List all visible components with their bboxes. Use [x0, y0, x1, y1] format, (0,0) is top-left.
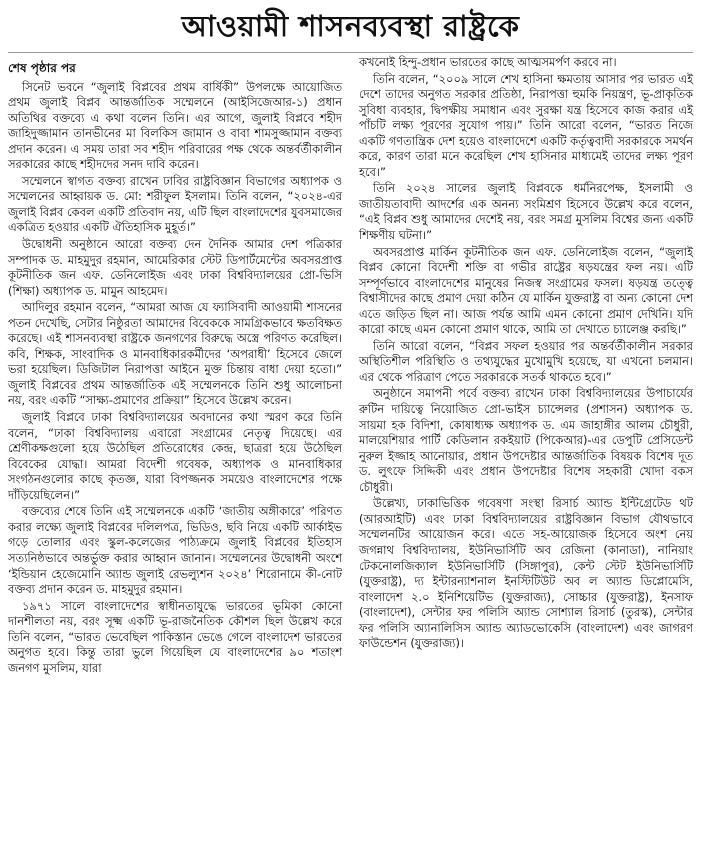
article-headline: আওয়ামী শাসনব্যবস্থা রাষ্ট্রকে	[181, 9, 520, 43]
paragraph: ১৯৭১ সালে বাংলাদেশের স্বাধীনতাযুদ্ধে ভারতের ভূমিকা কোনো দানশীলতা নয়, বরং সূক্ষ্ম একটি ভূ-রাজনৈতিক কৌশল ছিল উল্লেখ করে তিনি বলেন, “ভারত ভেবেছিল পাকিস্তান ভেঙে গেলে বাংলাদেশ ভারতের অনুগত হবে। কিন্তু তারা ভুলে গিয়েছিল যে বাংলাদেশের ৯০ শতাংশ জনগণ মুসলিম, যারা	[8, 598, 342, 675]
paragraph: অনুষ্ঠানে সমাপনী পর্বে বক্তব্য রাখেন ঢাকা বিশ্ববিদ্যালয়ের উপাচার্যের রুটিন দায়িত্বে নিয়োজিত প্রো-ভাইস চ্যান্সেলর (প্রশাসন) অধ্যাপক ড. সায়মা হক বিদিশা, কোষাধ্যক্ষ অধ্যাপক ড. এম জাহাঙ্গীর আলম চৌধুরী, মালয়েশিয়ার পার্টি কেডিলান রকইয়াট (পিকেআর)-এর ডেপুটি প্রেসিডেন্ট নুরুল ইজ্জাহ আনোয়ার, প্রধান উপদেষ্টার আন্তর্জাতিক বিষয়ক বিশেষ দূত ড. লুৎফে সিদ্দিকী এবং প্রধান উপদেষ্টার বিশেষ সহকারী খোদা বকস চৌধুরী।	[359, 386, 693, 494]
paragraph: তিনি ২০২৪ সালের জুলাই বিপ্লবকে ধর্মনিরপেক্ষ, ইসলামী ও জাতীয়তাবাদী আদর্শের এক অনন্য সংমিশ্রণ হিসেবে উল্লেখ করে বলেন, “এই বিপ্লব শুধু আমাদের দেশেই নয়, বরং সমগ্র মুসলিম বিশ্বের জন্য একটি শিক্ষণীয় ঘটনা।”	[359, 181, 693, 243]
left-column	[8, 55, 342, 677]
paragraph: আদিলুর রহমান বলেন, “আমরা আজ যে ফ্যাসিবাদী আওয়ামী শাসনের পতন দেখেছি, সেটার নিষ্ঠুরতা আমাদের বিবেককে সামগ্রিকভাবে ক্ষতবিক্ষত করেছে। এই শাসনব্যবস্থা রাষ্ট্রকে জনগণের বিরুদ্ধে অস্ত্রে পরিণত করেছিল। কবি, শিক্ষক, সাংবাদিক ও মানবাধিকারকর্মীদের ‘অপরাধী’ হিসেবে জেলে ভরা হয়েছিল। ডিজিটাল নিরাপত্তা আইনে মুক্ত চিন্তায় বাধা দেয়া হতো।” জুলাই বিপ্লবের প্রথম আন্তর্জাতিক এই সম্মেলনকে তিনি শুধু আলোচনা নয়, বরং একটি “সাক্ষ্য-প্রমাণের প্রক্রিয়া” হিসেবে উল্লেখ করেন।	[8, 300, 342, 408]
paragraph: জুলাই বিপ্লবে ঢাকা বিশ্ববিদ্যালয়ের অবদানের কথা স্মরণ করে তিনি বলেন, “ঢাকা বিশ্ববিদ্যালয় এবারো সংগ্রামের নেতৃত্ব দিয়েছে। এর শ্রেণীকক্ষগুলো হয়ে উঠেছিল প্রতিরোধের কেন্দ্র, ছাত্ররা হয়ে উঠেছিল বিবেকের যোদ্ধা। আমরা বিদেশী গবেষক, অধ্যাপক ও মানবাধিকার সংগঠনগুলোর কাছে কৃতজ্ঞ, যারা বিপজ্জনক সময়েও বাংলাদেশের পক্ষে দাঁড়িয়েছিলেন।”	[8, 410, 342, 502]
headline-divider	[8, 52, 693, 53]
paragraph: সম্মেলনে স্বাগত বক্তব্য রাখেন ঢাবির রাষ্ট্রবিজ্ঞান বিভাগের অধ্যাপক ও সম্মেলনের আহ্বায়ক ড. মো: শরীফুল ইসলাম। তিনি বলেন, “২০২৪-এর জুলাই বিপ্লব কেবল একটি প্রতিবাদ নয়, এটি ছিল বাংলাদেশের যুবসমাজের একত্রিত হওয়ার একটি ঐতিহাসিক মুহূর্ত।”	[8, 173, 342, 235]
paragraph: কখনোই হিন্দু-প্রধান ভারতের কাছে আত্মসমর্পণ করবে না।	[359, 55, 617, 69]
paragraph: বক্তব্যের শেষে তিনি এই সম্মেলনকে একটি ‘জাতীয় অঙ্গীকারে’ পরিণত করার লক্ষ্যে জুলাই বিপ্লবের দলিলপত্র, ভিডিও, ছবি নিয়ে একটি আর্কাইভ গড়ে তোলার এবং স্কুল-কলেজের পাঠ্যক্রমে জুলাই বিপ্লবের ইতিহাস সত্যনিষ্ঠভাবে অন্তর্ভুক্ত করার আহ্বান জানান। সম্মেলনের উদ্বোধনী অংশে ‘ইন্ডিয়ান হেজেমোনি অ্যান্ড জুলাই রেভল্যুশন ২০২৪’ শিরোনামে কী-নোট বক্তব্য প্রদান করেন ড. মাহমুদুর রহমান।	[8, 504, 342, 597]
paragraph: তিনি বলেন, “২০০৯ সালে শেখ হাসিনা ক্ষমতায় আসার পর ভারত এই দেশে তাদের অনুগত সরকার প্রতিষ্ঠা, নিরাপত্তা হুমকি নিয়ন্ত্রণ, ভূ-প্রাকৃতিক সুবিধা ব্যবহার, দ্বিপক্ষীয় সমাধান এবং সুরক্ষা যন্ত্র হিসেবে কাজ করার এই পাঁচটি লক্ষ্য পূরণের সুযোগ পায়।” তিনি আরো বলেন, “ভারত নিজে একটি গণতান্ত্রিক দেশ হয়েও বাংলাদেশে একটি কর্তৃত্ববাদী সরকারকে সমর্থন করে, কারণ তারা মনে করেছিল শেখ হাসিনার মাধ্যমেই তাদের লক্ষ্য পূরণ হবে।”	[359, 71, 693, 179]
right-column	[359, 55, 693, 677]
continued-from-label: শেষ পৃষ্ঠার পর	[8, 61, 76, 75]
paragraph: উদ্বোধনী অনুষ্ঠানে আরো বক্তব্য দেন দৈনিক আমার দেশ পত্রিকার সম্পাদক ড. মাহমুদুর রহমান, আমেরিকার স্টেট ডিপার্টমেন্টের অবসরপ্রাপ্ত কূটনীতিক জন এফ. ডেনিলোইজ এবং ঢাকা বিশ্ববিদ্যালয়ের প্রো-ভিসি (শিক্ষা) অধ্যাপক ড. মামুন আহমেদ।	[8, 237, 342, 298]
paragraph: তিনি আরো বলেন, “বিপ্লব সফল হওয়ার পর অন্তর্বর্তীকালীন সরকার অস্থিতিশীল পরিস্থিতি ও তথ্যযুদ্ধের মুখোমুখি হয়েছে, যা এখনো চলমান। এর থেকে পরিত্রাণ পেতে সরকারকে সতর্ক থাকতে হবে।”	[359, 338, 693, 384]
article-body	[8, 55, 693, 677]
paragraph: অবসরপ্রাপ্ত মার্কিন কূটনীতিক জন এফ. ডেনিলোইজ বলেন, “জুলাই বিপ্লব কোনো বিদেশী শক্তি বা গভীর রাষ্ট্রের ষড়যন্ত্রের ফল নয়। এটি সম্পূর্ণভাবে বাংলাদেশের মানুষের নিজস্ব সংগ্রামের ফসল। ষড়যন্ত্র তত্ত্বে বিশ্বাসীদের কাছে প্রমাণ দেয়া কঠিন যে মার্কিন যুক্তরাষ্ট্র বা অন্য কোনো দেশ এতে জড়িত ছিল না। আজ পর্যন্ত আমি এমন কোনো প্রমাণ দেখিনি। যদি কারো কাছে এমন কোনো প্রমাণ থাকে, আমি তা দেখাতে চ্যালেঞ্জ করছি।”	[359, 244, 693, 337]
paragraph: সিনেট ভবনে “জুলাই বিপ্লবের প্রথম বার্ষিকী” উপলক্ষে আয়োজিত প্রথম জুলাই বিপ্লব আন্তর্জাতিক সম্মেলনে (আইসিজেআর-১) প্রধান অতিথির বক্তব্যে এ কথা বলেন তিনি। এর আগে, জুলাই বিপ্লবে শহীদ জাহিদুজ্জামান তানভীনের মা বিলকিস জামান ও বাবা শামসুজ্জামান বক্তব্য প্রদান করেন। এ সময় তারা সব শহীদ পরিবারের পক্ষ থেকে অন্তর্বর্তীকালীন সরকারের কাছে শহীদদের সনদ দাবি করেন।	[8, 79, 342, 172]
paragraph: উল্লেখ্য, ঢাকাভিত্তিক গবেষণা সংস্থা রিসার্চ অ্যান্ড ইন্টিগ্রেটেড থট (আরআইটি) এবং ঢাকা বিশ্ববিদ্যালয়ের রাষ্ট্রবিজ্ঞান বিভাগ যৌথভাবে সম্মেলনটির আয়োজন করে। এতে সহ-আয়োজক হিসেবে অংশ নেয় জগন্নাথ বিশ্ববিদ্যালয়, ইউনিভার্সিটি অব রেজিনা (কানাডা), নানিয়াং টেকনোলজিক্যাল ইউনিভার্সিটি (সিঙ্গাপুর), কেন্ট স্টেট ইউনিভার্সিটি (যুক্তরাষ্ট্র), দ্য ইন্টারন্যাশনাল ইনস্টিটিউট অব ল অ্যান্ড ডিপ্লোমেসি, বাংলাদেশ ২.০ ইনিশিয়েটিভ (যুক্তরাজ্য), সোচ্চার (যুক্তরাষ্ট্র), ইনসাফ (বাংলাদেশ), সেন্টার ফর পলিসি অ্যান্ড সোশ্যাল রিসার্চ (তুরস্ক), সেন্টার ফর পলিসি অ্যানালিসিস অ্যান্ড অ্যাডভোকেসি (বাংলাদেশ) এবং জাগরণ ফাউন্ডেশন (যুক্তরাজ্য)।	[359, 496, 693, 651]
